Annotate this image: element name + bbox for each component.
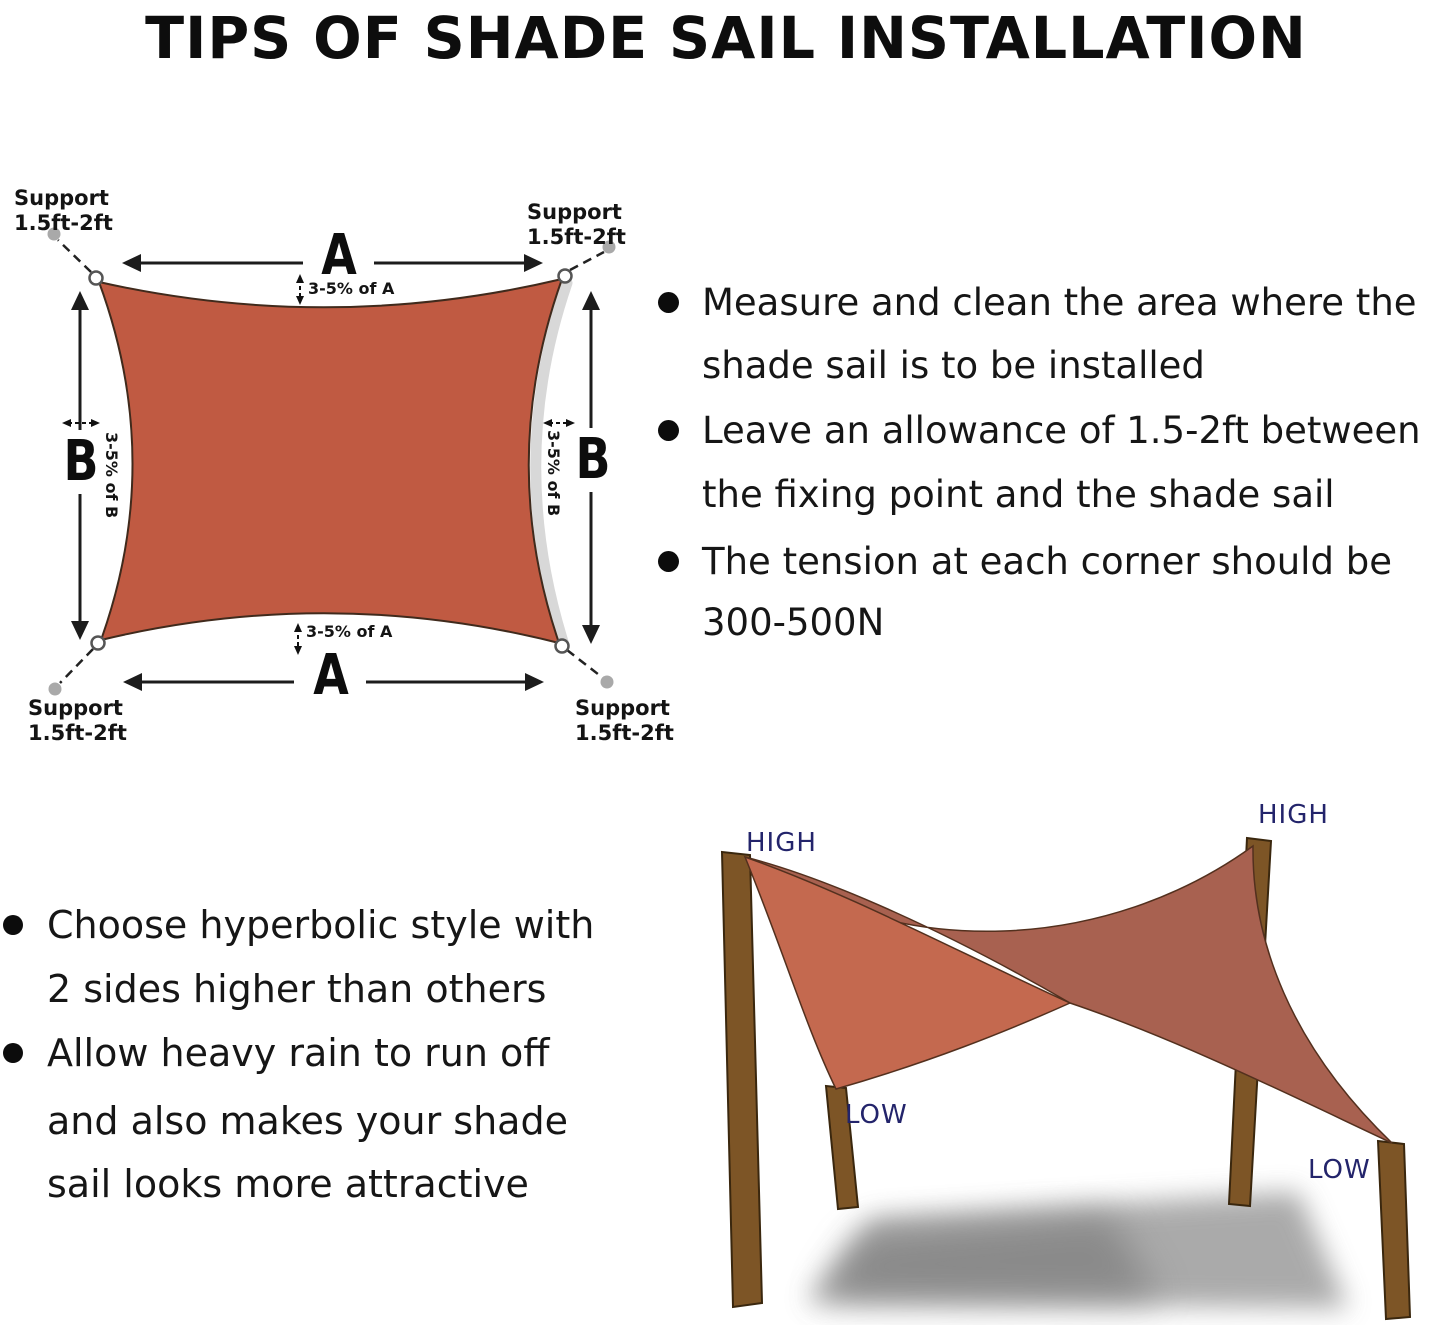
support-label-bottom-left bbox=[28, 696, 127, 746]
tip-line: Allow heavy rain to run off bbox=[47, 1031, 550, 1075]
arrowhead-left-icon bbox=[122, 254, 141, 272]
arrowhead-down-icon bbox=[582, 625, 600, 644]
sag-label-b-right: 3-5% of B bbox=[544, 430, 563, 517]
page-title: TIPS OF SHADE SAIL INSTALLATION bbox=[145, 4, 1307, 72]
post-label-high-right: HIGH bbox=[1258, 800, 1329, 830]
support-label-line2: 1.5ft-2ft bbox=[28, 721, 127, 745]
bullet-icon bbox=[658, 420, 679, 441]
sag-label-b-left: 3-5% of B bbox=[102, 432, 121, 519]
dim-letter-a-bottom: A bbox=[313, 643, 349, 708]
post-label-low-right: LOW bbox=[1308, 1155, 1371, 1185]
arrowhead-down-icon bbox=[71, 621, 89, 640]
corner-ring-icon bbox=[90, 272, 103, 285]
post-low-right bbox=[1378, 1141, 1410, 1319]
arrowhead-up-icon bbox=[582, 291, 600, 310]
tip-line: the fixing point and the shade sail bbox=[702, 473, 1335, 516]
support-label-line1: Support bbox=[28, 696, 123, 720]
tip-line: 300-500N bbox=[702, 601, 885, 644]
tether-top-right bbox=[570, 252, 604, 270]
support-label-line1: Support bbox=[575, 696, 670, 720]
support-label-top-left bbox=[14, 186, 113, 236]
arrowhead-left-icon bbox=[123, 673, 142, 691]
arrowhead-right-icon bbox=[524, 254, 543, 272]
bullet-icon bbox=[658, 292, 679, 313]
anchor-dot-icon bbox=[49, 683, 62, 696]
tip-line: sail looks more attractive bbox=[47, 1162, 529, 1206]
support-label-line2: 1.5ft-2ft bbox=[14, 211, 113, 235]
sag-label-a-bottom: 3-5% of A bbox=[306, 622, 393, 641]
dim-letter-b-right: B bbox=[575, 427, 611, 492]
shade-sail-plan-shape bbox=[99, 279, 562, 643]
dim-letter-a-top: A bbox=[321, 223, 357, 288]
support-label-line1: Support bbox=[527, 200, 622, 224]
support-label-line2: 1.5ft-2ft bbox=[575, 721, 674, 745]
support-label-bottom-right bbox=[575, 696, 674, 746]
tip-line: Measure and clean the area where the bbox=[702, 281, 1417, 324]
tip-line: Leave an allowance of 1.5-2ft between bbox=[702, 409, 1421, 452]
corner-ring-icon bbox=[92, 637, 105, 650]
dim-letter-b-left: B bbox=[63, 429, 99, 494]
post-label-high-left: HIGH bbox=[746, 828, 817, 858]
anchor-dot-icon bbox=[601, 676, 614, 689]
tip-line: The tension at each corner should be bbox=[702, 540, 1392, 583]
post-label-low-left: LOW bbox=[845, 1100, 908, 1130]
tip-line: Choose hyperbolic style with bbox=[47, 903, 595, 947]
tether-top-left bbox=[58, 240, 91, 272]
bullet-icon bbox=[3, 915, 23, 935]
tether-bottom-right bbox=[567, 650, 603, 678]
support-label-line2: 1.5ft-2ft bbox=[527, 225, 626, 249]
arrowhead-right-icon bbox=[525, 673, 544, 691]
tip-line: 2 sides higher than others bbox=[47, 967, 547, 1011]
arrowhead-up-icon bbox=[71, 291, 89, 310]
support-label-line1: Support bbox=[14, 186, 109, 210]
sag-label-a-top: 3-5% of A bbox=[308, 279, 395, 298]
bullet-icon bbox=[3, 1043, 23, 1063]
tether-bottom-left bbox=[60, 649, 93, 683]
support-label-top-right bbox=[527, 200, 626, 250]
post-high-left bbox=[722, 852, 762, 1307]
tip-line: shade sail is to be installed bbox=[702, 344, 1205, 387]
tip-line: and also makes your shade bbox=[47, 1099, 568, 1143]
bullet-icon bbox=[658, 551, 679, 572]
corner-ring-icon bbox=[556, 640, 569, 653]
corner-ring-icon bbox=[559, 270, 572, 283]
